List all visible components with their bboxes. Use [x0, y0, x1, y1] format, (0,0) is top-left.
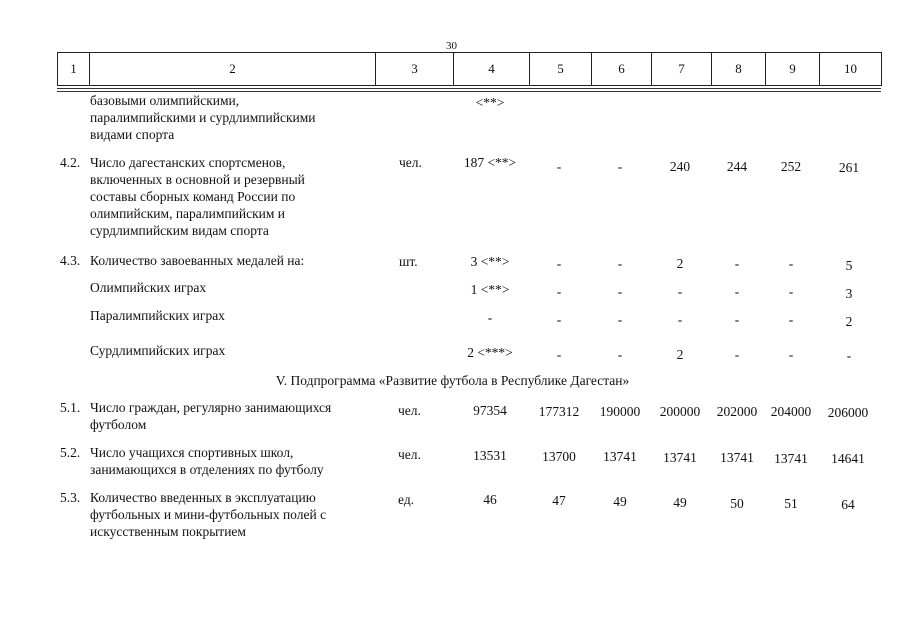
indicator-text: Число граждан, регулярно занимающихся	[90, 400, 332, 415]
cell-value: 13700	[542, 449, 576, 464]
cell-value: 177312	[538, 404, 580, 419]
cell-value: 49	[613, 494, 627, 509]
cell-value: 1 <**>	[470, 282, 510, 297]
row-number: 5.2.	[60, 445, 81, 460]
unit: ед.	[398, 492, 415, 507]
cell-value: 2	[676, 256, 684, 271]
indicator-text: Сурдлимпийских играх	[90, 343, 226, 358]
cell-value: -	[556, 347, 562, 362]
cell-value: 13741	[774, 451, 808, 466]
column-header: 3	[376, 53, 454, 86]
indicator-text: паралимпийскими и сурдлимпийскими	[90, 110, 316, 125]
column-header: 2	[90, 53, 376, 86]
cell-value: -	[734, 312, 740, 327]
indicator-text: базовыми олимпийскими,	[90, 93, 240, 108]
column-header: 9	[766, 53, 820, 86]
cell-value: -	[788, 284, 794, 299]
cell-value: -	[556, 256, 562, 271]
indicator-text: футболом	[90, 417, 147, 432]
section-title: V. Подпрограмма «Развитие футбола в Республике Дагестан»	[275, 373, 630, 388]
cell-value: 206000	[827, 405, 869, 420]
cell-value: -	[734, 256, 740, 271]
cell-value: -	[487, 310, 493, 325]
unit: шт.	[399, 254, 418, 269]
cell-value: 2 <***>	[467, 345, 513, 360]
cell-value: 13741	[603, 449, 637, 464]
cell-value: 187 <**>	[463, 155, 517, 170]
column-header: 5	[530, 53, 592, 86]
indicator-text: Паралимпийских играх	[90, 308, 225, 323]
indicator-text: видами спорта	[90, 127, 175, 142]
cell-value: -	[617, 256, 623, 271]
cell-value: -	[677, 312, 683, 327]
cell-value: 261	[838, 160, 860, 175]
cell-value: 47	[552, 493, 566, 508]
cell-value: -	[677, 284, 683, 299]
cell-value: 46	[483, 492, 497, 507]
indicator-text: Количество завоеванных медалей на:	[90, 253, 305, 268]
indicator-text: включенных в основной и резервный	[90, 172, 305, 187]
cell-value: -	[788, 312, 794, 327]
cell-value: -	[788, 256, 794, 271]
cell-value: 49	[673, 495, 687, 510]
cell-value: 64	[841, 497, 855, 512]
cell-value: -	[556, 284, 562, 299]
cell-value: -	[846, 348, 852, 363]
indicator-text: олимпийским, паралимпийским и	[90, 206, 285, 221]
column-header: 7	[652, 53, 712, 86]
column-header: 1	[58, 53, 90, 86]
cell-value: <**>	[475, 95, 505, 110]
unit: чел.	[398, 447, 421, 462]
cell-value: -	[617, 312, 623, 327]
cell-value: 13531	[473, 448, 507, 463]
indicator-text: составы сборных команд России по	[90, 189, 296, 204]
indicator-text: занимающихся в отделениях по футболу	[90, 462, 324, 477]
row-number: 5.3.	[60, 490, 81, 505]
column-header: 6	[592, 53, 652, 86]
cell-value: -	[556, 159, 562, 174]
indicator-text: Количество введенных в эксплуатацию	[90, 490, 316, 505]
cell-value: 252	[780, 159, 802, 174]
cell-value: -	[556, 312, 562, 327]
column-header: 8	[712, 53, 766, 86]
cell-value: 2	[676, 347, 684, 362]
cell-value: 13741	[720, 450, 754, 465]
cell-value: 13741	[663, 450, 697, 465]
cell-value: 97354	[473, 403, 507, 418]
cell-value: 3 <**>	[470, 254, 510, 269]
indicator-text: футбольных и мини-футбольных полей с	[90, 507, 327, 522]
indicator-text: Число учащихся спортивных школ,	[90, 445, 294, 460]
cell-value: 202000	[716, 404, 758, 419]
cell-value: 5	[845, 258, 853, 273]
cell-value: -	[617, 159, 623, 174]
column-header: 4	[454, 53, 530, 86]
cell-value: -	[734, 284, 740, 299]
cell-value: 204000	[770, 404, 812, 419]
page-number: 30	[446, 40, 457, 52]
indicator-text: Олимпийских играх	[90, 280, 207, 295]
row-number: 5.1.	[60, 400, 81, 415]
cell-value: -	[788, 347, 794, 362]
cell-value: -	[734, 347, 740, 362]
cell-value: -	[617, 347, 623, 362]
cell-value: 200000	[659, 404, 701, 419]
row-number: 4.3.	[60, 253, 81, 268]
unit: чел.	[398, 403, 421, 418]
cell-value: 3	[845, 286, 853, 301]
column-header: 10	[820, 53, 882, 86]
row-number: 4.2.	[60, 155, 81, 170]
cell-value: 51	[784, 496, 798, 511]
unit: чел.	[399, 155, 422, 170]
cell-value: 50	[730, 496, 744, 511]
cell-value: 244	[726, 159, 748, 174]
column-header-row	[57, 52, 882, 86]
indicator-text: Число дагестанских спортсменов,	[90, 155, 286, 170]
indicator-text: искусственным покрытием	[90, 524, 246, 539]
cell-value: 2	[845, 314, 853, 329]
cell-value: 240	[669, 159, 691, 174]
header-rule	[57, 88, 881, 89]
indicator-text: сурдлимпийским видам спорта	[90, 223, 269, 238]
cell-value: 190000	[599, 404, 641, 419]
cell-value: 14641	[831, 451, 865, 466]
cell-value: -	[617, 284, 623, 299]
